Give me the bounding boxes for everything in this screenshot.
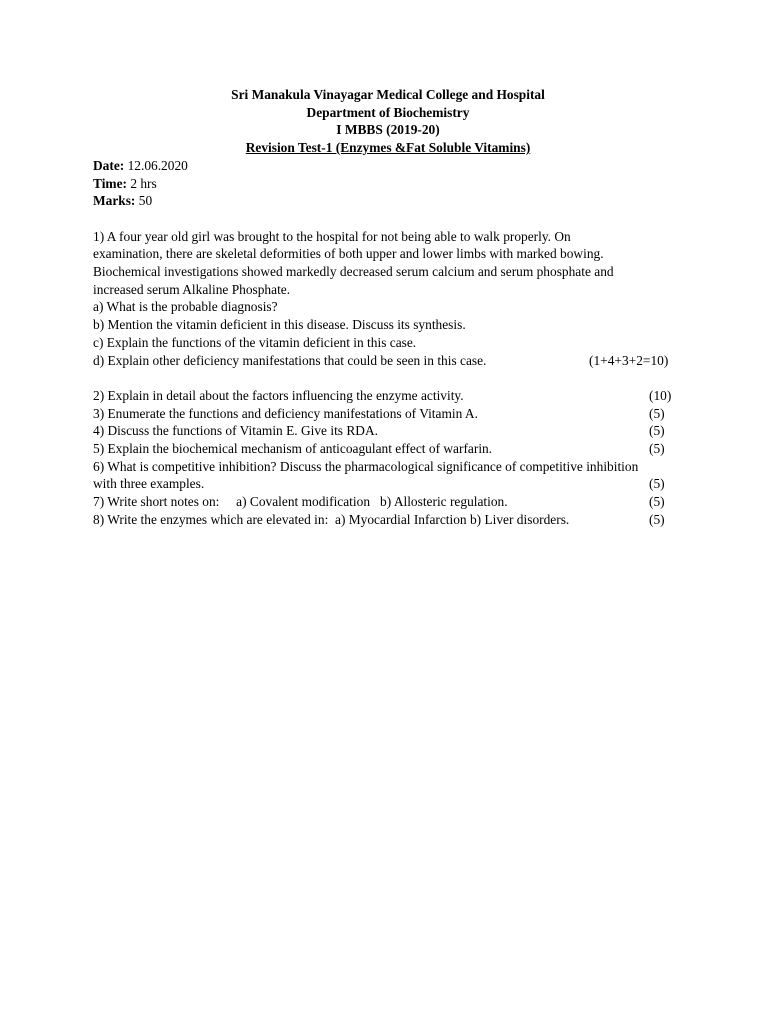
question-6 [93,458,683,493]
college-name: Sri Manakula Vinayagar Medical College and Hospital [231,87,545,102]
question-7-marks: (5) [649,494,665,510]
question-5-marks: (5) [649,441,665,457]
question-1-part-c: c) Explain the functions of the vitamin deficient in this case. [93,334,417,350]
question-3-text: 3) Enumerate the functions and deficiency manifestations of Vitamin A. [93,405,478,421]
question-2-text: 2) Explain in detail about the factors influencing the enzyme activity. [93,387,464,403]
date-line [93,157,683,175]
question-1-stem-line: examination, there are skeletal deformities of both upper and lower limbs with marked bowing. [93,246,604,262]
question-1-part-b: b) Mention the vitamin deficient in this disease. Discuss its synthesis. [93,317,466,333]
document-page [93,86,683,529]
question-6-line-2: with three examples. [93,476,205,492]
question-3-marks: (5) [649,405,665,421]
question-2-marks: (10) [649,387,672,403]
question-1-part-d-row [93,352,683,370]
question-2 [93,387,683,405]
test-meta [93,157,683,210]
question-7-text: 7) Write short notes on: a) Covalent modification b) Allosteric regulation. [93,494,508,510]
test-title: Revision Test-1 (Enzymes &Fat Soluble Vitamins) [245,140,531,156]
question-1-stem-line: 1) A four year old girl was brought to the hospital for not being able to walk properly. On [93,228,571,244]
question-5-text: 5) Explain the biochemical mechanism of anticoagulant effect of warfarin. [93,441,493,457]
question-6-line-1: 6) What is competitive inhibition? Discuss the pharmacological significance of competitive inhibition [93,458,639,474]
spacer [93,210,683,228]
date-value: 12.06.2020 [124,157,188,173]
question-8-text: 8) Write the enzymes which are elevated in: a) Myocardial Infarction b) Liver disorders. [93,511,570,527]
marks-label: Marks: [93,193,136,209]
time-label: Time: [93,175,127,191]
question-1-stem-line: increased serum Alkaline Phosphate. [93,281,291,297]
question-1-stem-line: Biochemical investigations showed markedly decreased serum calcium and serum phosphate and [93,264,614,280]
question-8-marks: (5) [649,511,665,527]
date-label: Date: [93,157,125,173]
question-1-marks: (1+4+3+2=10) [589,352,669,368]
question-6-marks: (5) [649,476,665,492]
question-5 [93,440,683,458]
time-line [93,175,683,193]
question-1 [93,228,683,370]
question-4-text: 4) Discuss the functions of Vitamin E. Give its RDA. [93,423,378,439]
spacer [93,369,683,387]
question-3 [93,405,683,423]
question-1-part-a: a) What is the probable diagnosis? [93,299,278,315]
question-4 [93,422,683,440]
question-4-marks: (5) [649,423,665,439]
time-value: 2 hrs [126,175,157,191]
marks-line [93,192,683,210]
question-7 [93,493,683,511]
course-name: I MBBS (2019-20) [336,122,440,138]
question-1-part-d: d) Explain other deficiency manifestations that could be seen in this case. [93,352,487,368]
marks-value: 50 [135,193,153,209]
department-name: Department of Biochemistry [306,104,470,120]
question-6-line-2-row [93,475,683,493]
question-8 [93,511,683,529]
